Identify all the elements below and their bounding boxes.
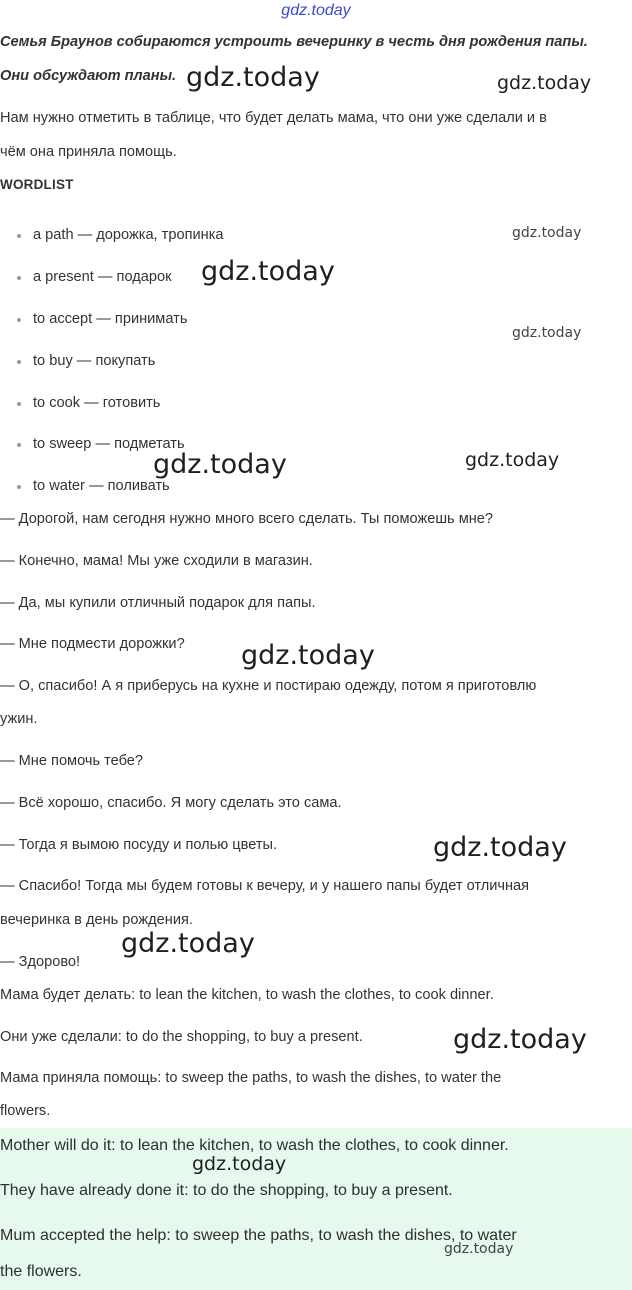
task-line-1: Нам нужно отметить в таблице, что будет делать мама, что они уже сделали и в (0, 110, 547, 126)
watermark: gdz.today (512, 325, 582, 341)
watermark: gdz.today (192, 1153, 287, 1175)
dialogue-line: — Мне помочь тебе? (0, 753, 144, 769)
wordlist-item: to accept — принимать (33, 311, 188, 327)
watermark: gdz.today (201, 256, 335, 287)
summary-line: Мама будет делать: to lean the kitchen, to wash the clothes, to cook dinner. (0, 987, 494, 1003)
dialogue-line: — О, спасибо! А я приберусь на кухне и постираю одежду, потом я приготовлю (0, 678, 537, 694)
watermark: gdz.today (186, 62, 320, 93)
task-line-2: чём она приняла помощь. (0, 144, 177, 160)
answer-line: Mother will do it: to lean the kitchen, to wash the clothes, to cook dinner. (0, 1137, 509, 1154)
bullet-icon (17, 360, 21, 364)
dialogue-line: вечеринка в день рождения. (0, 912, 193, 928)
bullet-icon (17, 234, 21, 238)
wordlist-item: a present — подарок (33, 269, 172, 285)
summary-line: Мама приняла помощь: to sweep the paths, to wash the dishes, to water the (0, 1070, 502, 1086)
wordlist-item: to sweep — подметать (33, 436, 185, 452)
watermark: gdz.today (153, 449, 287, 480)
dialogue-line: — Здорово! (0, 954, 81, 970)
summary-line: Они уже сделали: to do the shopping, to buy a present. (0, 1029, 363, 1045)
intro-line-2: Они обсуждают планы. (0, 68, 177, 84)
watermark: gdz.today (512, 225, 582, 241)
answer-line: They have already done it: to do the shopping, to buy a present. (0, 1182, 453, 1199)
dialogue-line: — Конечно, мама! Мы уже сходили в магазин. (0, 553, 313, 569)
bullet-icon (17, 318, 21, 322)
watermark: gdz.today (453, 1024, 587, 1055)
watermark: gdz.today (497, 72, 592, 94)
summary-line: flowers. (0, 1103, 51, 1119)
dialogue-line: — Спасибо! Тогда мы будем готовы к вечеру, и у нашего папы будет отличная (0, 878, 530, 894)
dialogue-line: — Да, мы купили отличный подарок для папы. (0, 595, 316, 611)
intro-line-1: Семья Браунов собираются устроить вечеринку в честь дня рождения папы. (0, 34, 588, 50)
bullet-icon (17, 443, 21, 447)
watermark: gdz.today (121, 928, 255, 959)
watermark: gdz.today (465, 449, 560, 471)
wordlist-item: a path — дорожка, тропинка (33, 227, 224, 243)
bullet-icon (17, 276, 21, 280)
answer-line: the flowers. (0, 1263, 82, 1280)
dialogue-line: ужин. (0, 711, 38, 727)
dialogue-line: — Мне подмести дорожки? (0, 636, 185, 652)
watermark: gdz.today (444, 1241, 514, 1257)
dialogue-line: — Всё хорошо, спасибо. Я могу сделать это сама. (0, 795, 342, 811)
wordlist-item: to buy — покупать (33, 353, 156, 369)
bullet-icon (17, 485, 21, 489)
watermark: gdz.today (433, 832, 567, 863)
wordlist-item: to cook — готовить (33, 395, 161, 411)
answer-line: Mum accepted the help: to sweep the paths, to wash the dishes, to water (0, 1227, 517, 1244)
dialogue-line: — Дорогой, нам сегодня нужно много всего сделать. Ты поможешь мне? (0, 511, 494, 527)
wordlist-heading: WORDLIST (0, 177, 74, 192)
watermark: gdz.today (241, 640, 375, 671)
dialogue-line: — Тогда я вымою посуду и полью цветы. (0, 837, 278, 853)
wordlist-item: to water — поливать (33, 478, 170, 494)
site-watermark-header: gdz.today (281, 2, 351, 19)
bullet-icon (17, 402, 21, 406)
